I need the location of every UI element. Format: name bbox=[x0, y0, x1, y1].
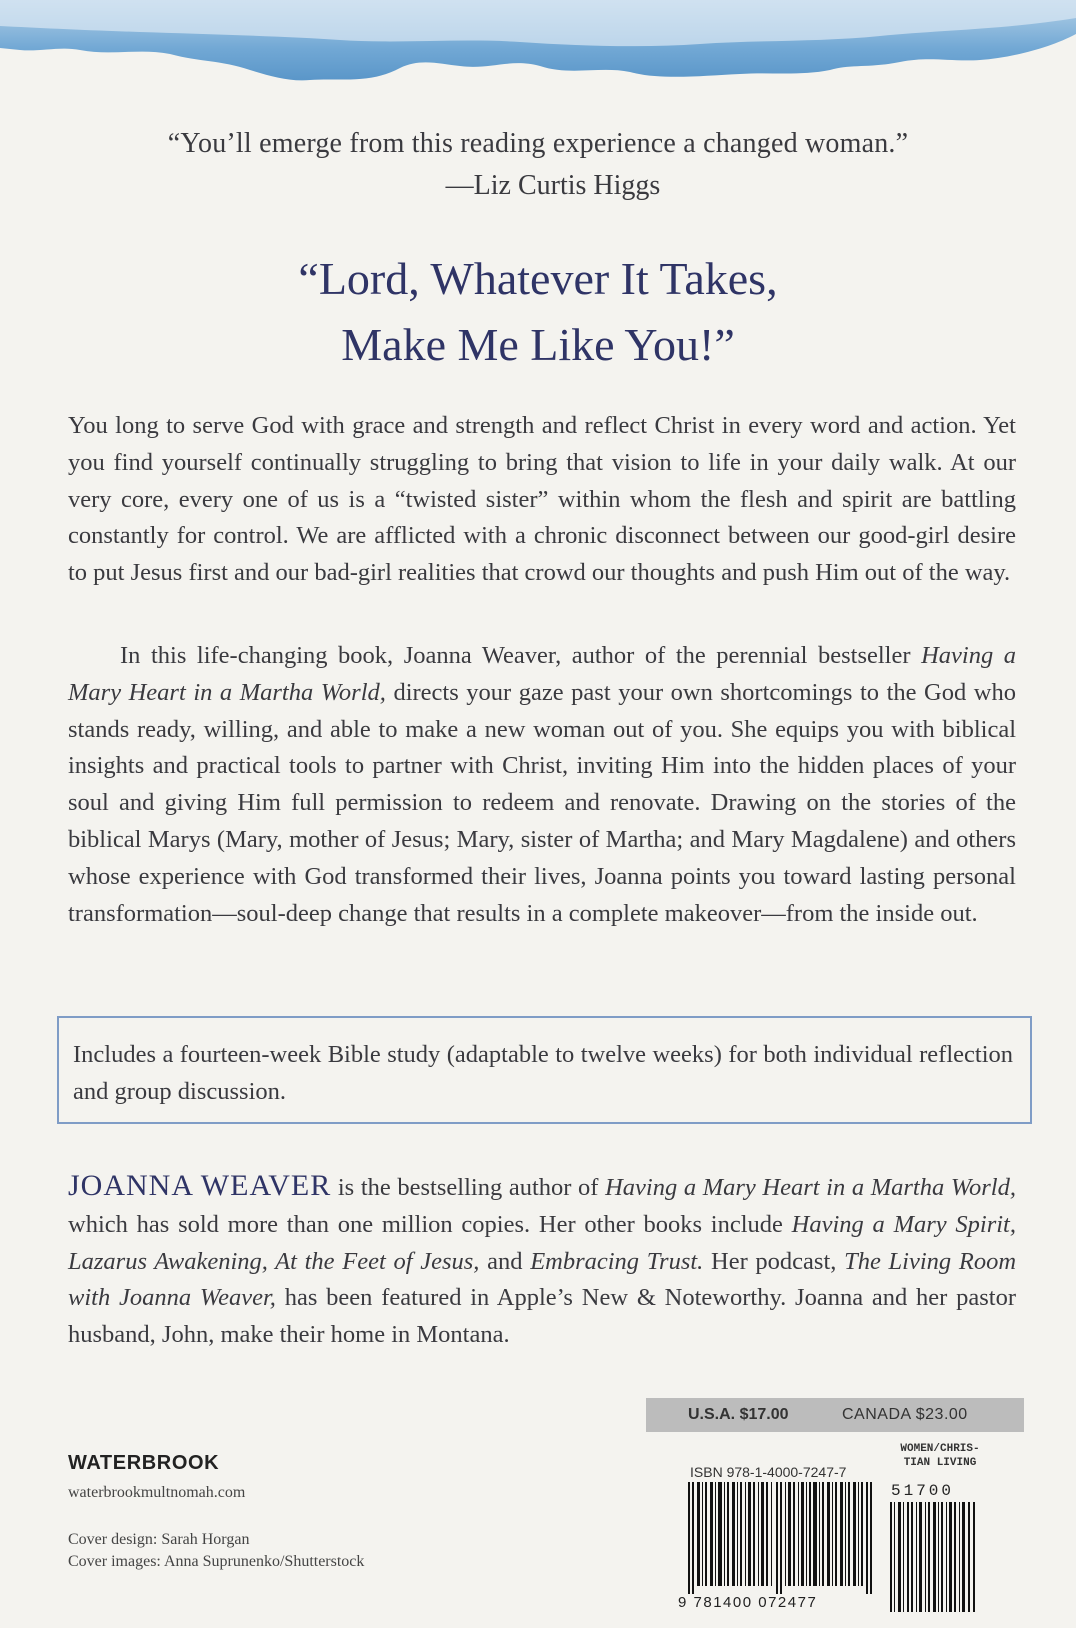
isbn-number: ISBN 978-1-4000-7247-7 bbox=[690, 1464, 847, 1480]
bio-text-2: which has sold more than one million copies. Her other books include bbox=[68, 1210, 792, 1238]
bio-book-2: Having a Mary Spirit, Lazarus Awakening, At the Feet of Jesus, bbox=[68, 1210, 1016, 1275]
category-line-1: WOMEN/CHRIS- bbox=[900, 1443, 980, 1455]
headline-line-2: Make Me Like You!” bbox=[341, 319, 735, 370]
bio-text-3: and bbox=[479, 1247, 531, 1275]
endorsement-quote: “You’ll emerge from this reading experience a changed woman.” bbox=[167, 128, 909, 159]
publisher-logo: WATERBROOK bbox=[68, 1452, 220, 1474]
bible-study-text: Includes a fourteen-week Bible study (adaptable to twelve weeks) for both individual reflection and group discussion. bbox=[73, 1041, 1013, 1105]
para2-text-start: In this life-changing book, Joanna Weaver, author of the perennial bestseller bbox=[120, 642, 922, 669]
bio-text-1: is the bestselling author of bbox=[331, 1174, 606, 1201]
book-title-mary-heart: Having a Mary Heart in a Martha World, bbox=[68, 642, 1016, 706]
price-bar bbox=[646, 1398, 1024, 1432]
description-paragraph-1: You long to serve God with grace and strength and reflect Christ in every word and action. Yet you find yourself continually struggling to bring that vision to life in your daily walk. At our very core, every one of us is a “twisted sister” within whom the flesh and spirit are battling constantly for control. We are afflicted with a chronic disconnect between our good-girl desire to put Jesus first and our bad-girl realities that crowd our thoughts and push Him out of the way. bbox=[68, 412, 1016, 587]
cover-images-credit: Cover images: Anna Suprunenko/Shutterstock bbox=[68, 1553, 365, 1570]
bible-study-box bbox=[57, 1016, 1032, 1124]
barcode-digits: 9 781400 072477 bbox=[678, 1594, 818, 1611]
addon-digits: 51700 bbox=[891, 1482, 955, 1500]
para2-text-end: directs your gaze past your own shortcomings to the God who stands ready, willing, and able to make a new woman out of you. She equips you with biblical insights and practical tools to partner with Christ, inviting Him into the hidden places of your soul and giving Him full permission to redeem and renovate. Drawing on the stories of the biblical Marys (Mary, mother of Jesus; Mary, sister of Martha; and Mary Magdalene) and others whose experience with God transformed their lives, Joanna points you toward lasting personal transformation—soul-deep change that results in a complete makeover—from the inside out. bbox=[68, 678, 1016, 927]
bio-podcast-title: The Living Room with Joanna Weaver, bbox=[68, 1247, 1017, 1312]
publisher-url: waterbrookmultnomah.com bbox=[68, 1484, 246, 1501]
bio-book-1: Having a Mary Heart in a Martha World, bbox=[605, 1174, 1016, 1201]
category-line-2: TIAN LIVING bbox=[903, 1457, 977, 1469]
category-label bbox=[880, 1442, 1000, 1470]
watercolor-header-art bbox=[0, 0, 1076, 120]
description-paragraph-2 bbox=[68, 638, 1016, 932]
headline-line-1: “Lord, Whatever It Takes, bbox=[298, 253, 778, 304]
author-name: JOANNA WEAVER bbox=[68, 1169, 332, 1202]
addon-barcode bbox=[890, 1502, 978, 1612]
bio-text-4: Her podcast, bbox=[703, 1247, 845, 1275]
price-usa: U.S.A. $17.00 bbox=[688, 1406, 789, 1423]
cover-design-credit: Cover design: Sarah Horgan bbox=[68, 1531, 250, 1548]
barcode bbox=[688, 1482, 878, 1594]
bio-text-5: has been featured in Apple’s New & Noteworthy. Joanna and her pastor husband, John, make their home in Montana. bbox=[68, 1284, 1016, 1349]
price-canada: CANADA $23.00 bbox=[842, 1406, 968, 1423]
author-bio bbox=[68, 1168, 1016, 1354]
bio-book-3: Embracing Trust. bbox=[530, 1247, 704, 1275]
endorsement-attribution: —Liz Curtis Higgs bbox=[445, 170, 661, 201]
